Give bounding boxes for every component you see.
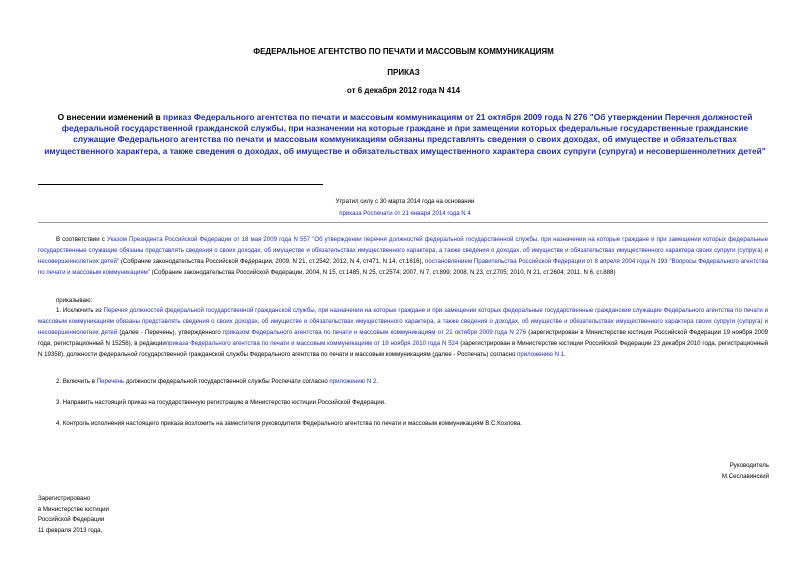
signer-name: М.Сеславинский [721, 472, 769, 480]
order-276-link[interactable]: приказом Федерального агентства по печати и массовым коммуникациям от 21 октября 2009 года N 276 [222, 328, 527, 336]
amended-order-link[interactable]: приказ Федерального агентства по печати и массовым коммуникациям от 21 октября 2009 года N 276 "Об утверждении Перечня должностей федеральной государственной гражданской службы, при назначении на которые граждане и при замещении которых федеральные государственные гражданские служащие Федерального агентства по печати и массовым коммуникациям обязаны представлять сведения о своих доходах, об имуществе и обязательствах имущественного характера, а также сведения о доходах, об имуществе и обязательствах имущественного характера своих супруги (супруга) и несовершеннолетних детей" [44, 112, 766, 156]
presidential-decree-link[interactable]: Указом Президента Российской Федерации от 18 мая 2009 года N 557 "Об утверждении перечня должностей федеральной государственной службы, при назначении на которые граждане и при замещении которых федеральные государственные служащие обязаны представлять сведения о своих доходах, об имуществе и обязательствах имущественного характера, а также сведения о доходах, об имуществе и обязательствах имущественного характера своих супруги (супруга) и несовершеннолетних детей" [38, 236, 769, 265]
order-524-link[interactable]: приказа Федерального агентства по печати и массовым коммуникациям от 19 ноября 2010 года N 524 [165, 339, 459, 347]
basis-text: В соответствии с [56, 236, 107, 243]
document-type: ПРИКАЗ [387, 68, 420, 77]
appendix-2-link[interactable]: приложению N 2 [329, 378, 377, 385]
appendix-1-link[interactable]: приложению N 1 [517, 350, 565, 358]
item-2 [38, 377, 768, 388]
registration-block [38, 494, 109, 536]
status-note [250, 196, 560, 219]
document-title [40, 112, 770, 157]
status-text: Утратил силу с 30 марта 2014 года на основании [335, 198, 475, 205]
order-date: от 6 декабря 2012 года N 414 [346, 86, 461, 95]
item-text: . [564, 350, 566, 358]
repeal-order-link[interactable]: приказа Роспечати от 21 января 2014 года N 4 [339, 209, 471, 217]
order-intro: приказываю: [56, 297, 93, 304]
registration-line: Зарегистрировано [38, 495, 91, 502]
signature-block [722, 461, 769, 482]
item-text: (зарегистрирован в Министерстве юстиции Российской Федерации 23 декабря 2010 года, регистрационный N 19358), должности федеральной государственной гражданской службы Федерального агентства по печати и массовым коммуникациям (далее - Роспечать) согласно [38, 339, 769, 358]
basis-text: (Собрание законодательства Российской Федерации, 2009, N 21, ст.2542; 2012, N 4, ст471, N 14, ст.1616), [119, 257, 426, 265]
registration-line: Российской Федерации [38, 516, 105, 523]
item-text: должности федеральной государственной службы Роспечати согласно [124, 378, 330, 385]
item-4: 4. Контроль исполнения настоящего приказа возложить на заместителя руководителя Федерального агентства по печати и массовым коммуникациям В.С.Козлова. [56, 420, 522, 427]
item-1 [38, 306, 768, 361]
title-prefix: О внесении изменений в [57, 112, 164, 122]
item-text: . [376, 378, 379, 385]
basis-text: (Собрание законодательства Российской Федерации, 2004, N 15, ст.1485, N 25, ст.2574; 2007, N 7, ст.899; 2008, N 23, ст.2705; 2010, N 21, ст.2604; 2011, N 6, ст.888) [150, 268, 616, 276]
signer-role: Руководитель [729, 462, 769, 469]
item-text: (зарегистрирован в Министерстве юстиции Российской Федерации 19 ноября 2009 года, регистрационный N 15256), в редакции [38, 328, 768, 347]
item-3: 3. Направить настоящий приказ на государственную регистрацию в Министерство юстиции Российской Федерации. [56, 399, 386, 406]
registration-date: 11 февраля 2013 года, [38, 526, 103, 534]
list-link[interactable]: Перечень [96, 378, 125, 385]
list-link[interactable]: Перечня должностей федеральной государственной гражданской службы, при назначении на которые граждане и при замещении которых федеральные государственные гражданские служащие Федерального агентства по печати и массовым коммуникациям обязаны представлять сведения о своих доходах, об имуществе и обязательствах имущественного характера, а также сведения о доходах, об имуществе и обязательствах имущественного характера своих супруги (супруга) и несовершеннолетних детей [38, 307, 768, 336]
item-text: 1. Исключить из [56, 307, 104, 314]
divider [38, 222, 768, 223]
basis-paragraph [38, 235, 768, 279]
item-text: (далее - Перечень), утвержденного [117, 328, 223, 336]
item-text: 2. Включить в [56, 378, 97, 385]
registration-line: в Министерстве юстиции [38, 505, 109, 513]
agency-name: ФЕДЕРАЛЬНОЕ АГЕНТСТВО ПО ПЕЧАТИ И МАССОВЫМ КОММУНИКАЦИЯМ [253, 47, 554, 56]
divider [38, 184, 323, 185]
government-resolution-link[interactable]: постановлением Правительства Российской Федерации от 8 апреля 2004 года N 193 "Вопросы Федерального агентства по печати и массовым коммуникациям" [38, 257, 769, 276]
